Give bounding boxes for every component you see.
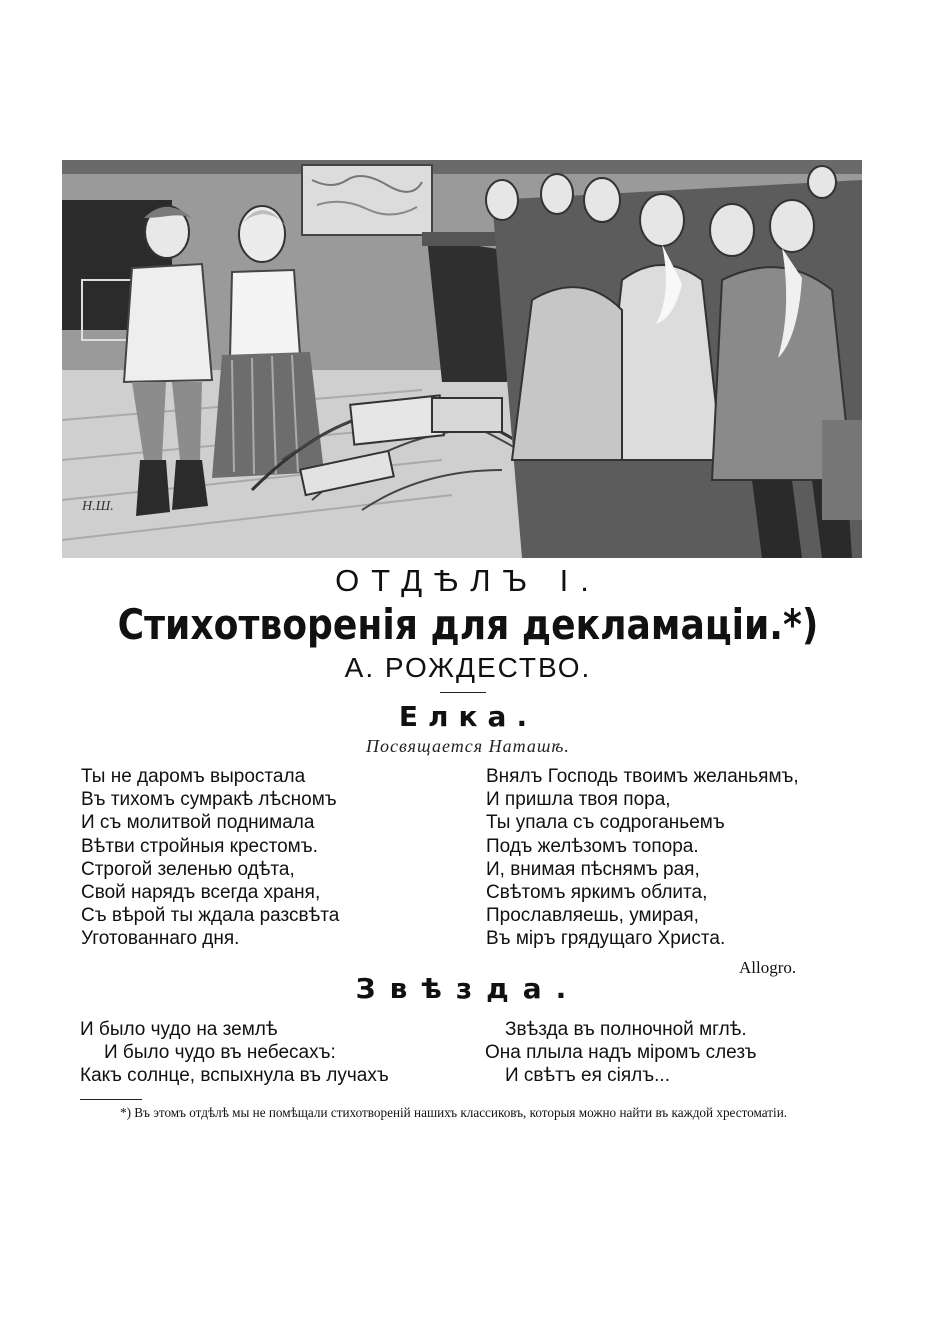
poem-line: Прославляешь, умирая,	[486, 905, 699, 927]
subsection-title: А. РОЖДЕСТВО.	[344, 652, 592, 683]
poem-line: Она плыла надъ міромъ слезъ	[485, 1042, 757, 1064]
poem-line: Свѣтомъ яркимъ облита,	[486, 882, 708, 904]
poem-title: Елка.	[398, 700, 538, 733]
poem-line: И было чудо на землѣ	[80, 1019, 278, 1040]
artist-signature: Н.Ш.	[82, 499, 114, 514]
section-heading: ОТДѢЛЪ I.	[335, 563, 601, 598]
illustration	[62, 160, 862, 558]
footnote: *) Въ этомъ отдѣлѣ мы не помѣщали стихотвореній нашихъ классиковъ, которыя можно найти въ каждой хрестоматіи.	[120, 1105, 788, 1120]
poem-line: И съ молитвой поднимала	[81, 812, 315, 834]
main-title: Стихотворенія для декламаціи.*)	[117, 600, 819, 649]
poem-column-left	[81, 765, 339, 951]
poem-dedication: Посвящается Наташѣ.	[366, 736, 570, 756]
poem-line: Ты упала съ содроганьемъ	[486, 812, 725, 834]
poem-line: Въ міръ грядущаго Христа.	[486, 928, 726, 950]
poem-line: Строгой зеленью одѣта,	[81, 858, 295, 880]
poem-column-right	[485, 1018, 757, 1088]
tempo-marking: Allogro.	[739, 958, 797, 977]
poem-title: Звѣзда.	[355, 972, 581, 1005]
poem-column-left	[80, 1018, 389, 1088]
poem-line: И свѣтъ ея сіялъ...	[505, 1065, 670, 1087]
poem-column-right	[486, 765, 799, 951]
poem-line: Съ вѣрой ты ждала разсвѣта	[81, 905, 340, 927]
poem-line: Какъ солнце, вспыхнула въ лучахъ	[80, 1065, 389, 1087]
poem-line: Въ тихомъ сумракѣ лѣсномъ	[81, 789, 337, 811]
poem-line: И было чудо въ небесахъ:	[104, 1042, 336, 1064]
divider	[440, 692, 486, 693]
poem-line: И, внимая пѣснямъ рая,	[486, 858, 700, 880]
poem-line: Внялъ Господь твоимъ желаньямъ,	[486, 766, 799, 787]
poem-line: Вѣтви стройныя крестомъ.	[81, 835, 318, 857]
footnote-rule	[80, 1099, 142, 1100]
poem-line: Звѣзда въ полночной мглѣ.	[505, 1019, 747, 1040]
schoolroom-recitation-illustration	[62, 160, 862, 558]
poem-line: Уготованнаго дня.	[81, 928, 240, 950]
poem-line: И пришла твоя пора,	[486, 789, 671, 811]
poem-line: Свой нарядъ всегда храня,	[81, 882, 321, 904]
poem-line: Ты не даромъ выростала	[81, 766, 306, 787]
poem-line: Подъ желѣзомъ топора.	[486, 835, 699, 857]
